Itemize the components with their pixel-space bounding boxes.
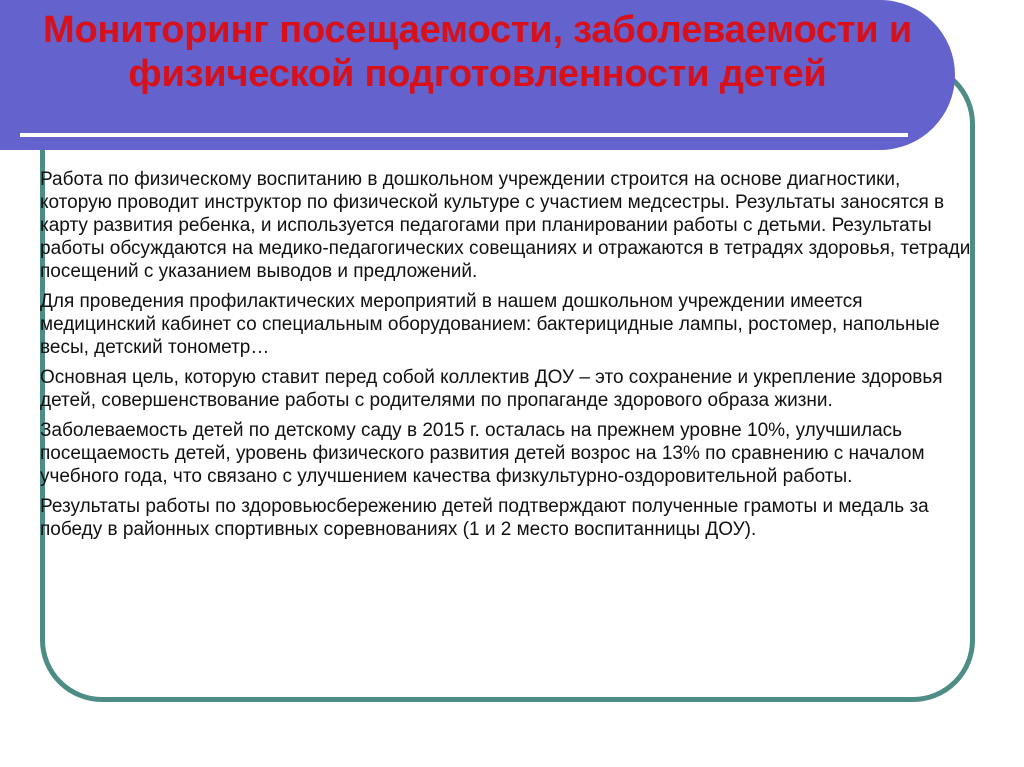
body-paragraph: Для проведения профилактических мероприятий в нашем дошкольном учреждении имеется медицинский кабинет со специальным оборудованием: бактерицидные лампы, ростомер, напольные весы, детский тонометр… bbox=[40, 291, 940, 358]
body-paragraph: Работа по физическому воспитанию в дошкольном учреждении строится на основе диагностики, которую проводит инструктор по физической культуре с участием медсестры. Результаты заносятся в карту развития ребенка, и используется педагогами при планировании работы с детьми. Результаты работы обсуждаются на медико-педагогических совещаниях и отражаются в тетрадях здоровья, тетради посещений с указанием выводов и предложений. bbox=[40, 169, 971, 282]
body-paragraph: Результаты работы по здоровьюсбережению детей подтверждают полученные грамоты и медаль за победу в районных спортивных соревнованиях (1 и 2 место воспитанницы ДОУ). bbox=[40, 496, 929, 540]
body-paragraph: Основная цель, которую ставит перед собой коллектив ДОУ – это сохранение и укрепление здоровья детей, совершенствование работы с родителями по пропаганде здорового образа жизни. bbox=[40, 367, 943, 411]
title-band bbox=[0, 0, 955, 150]
body-paragraph: Заболеваемость детей по детскому саду в 2015 г. осталась на прежнем уровне 10%, улучшилась посещаемость детей, уровень физического развития детей возрос на 13% по сравнению с началом учебного года, что связано с улучшением качества физкультурно-оздоровительной работы. bbox=[40, 420, 925, 487]
slide-title: Мониторинг посещаемости, заболеваемости и физической подготовленности детей bbox=[43, 9, 912, 95]
title-underline bbox=[20, 133, 908, 137]
slide-body bbox=[40, 168, 975, 548]
